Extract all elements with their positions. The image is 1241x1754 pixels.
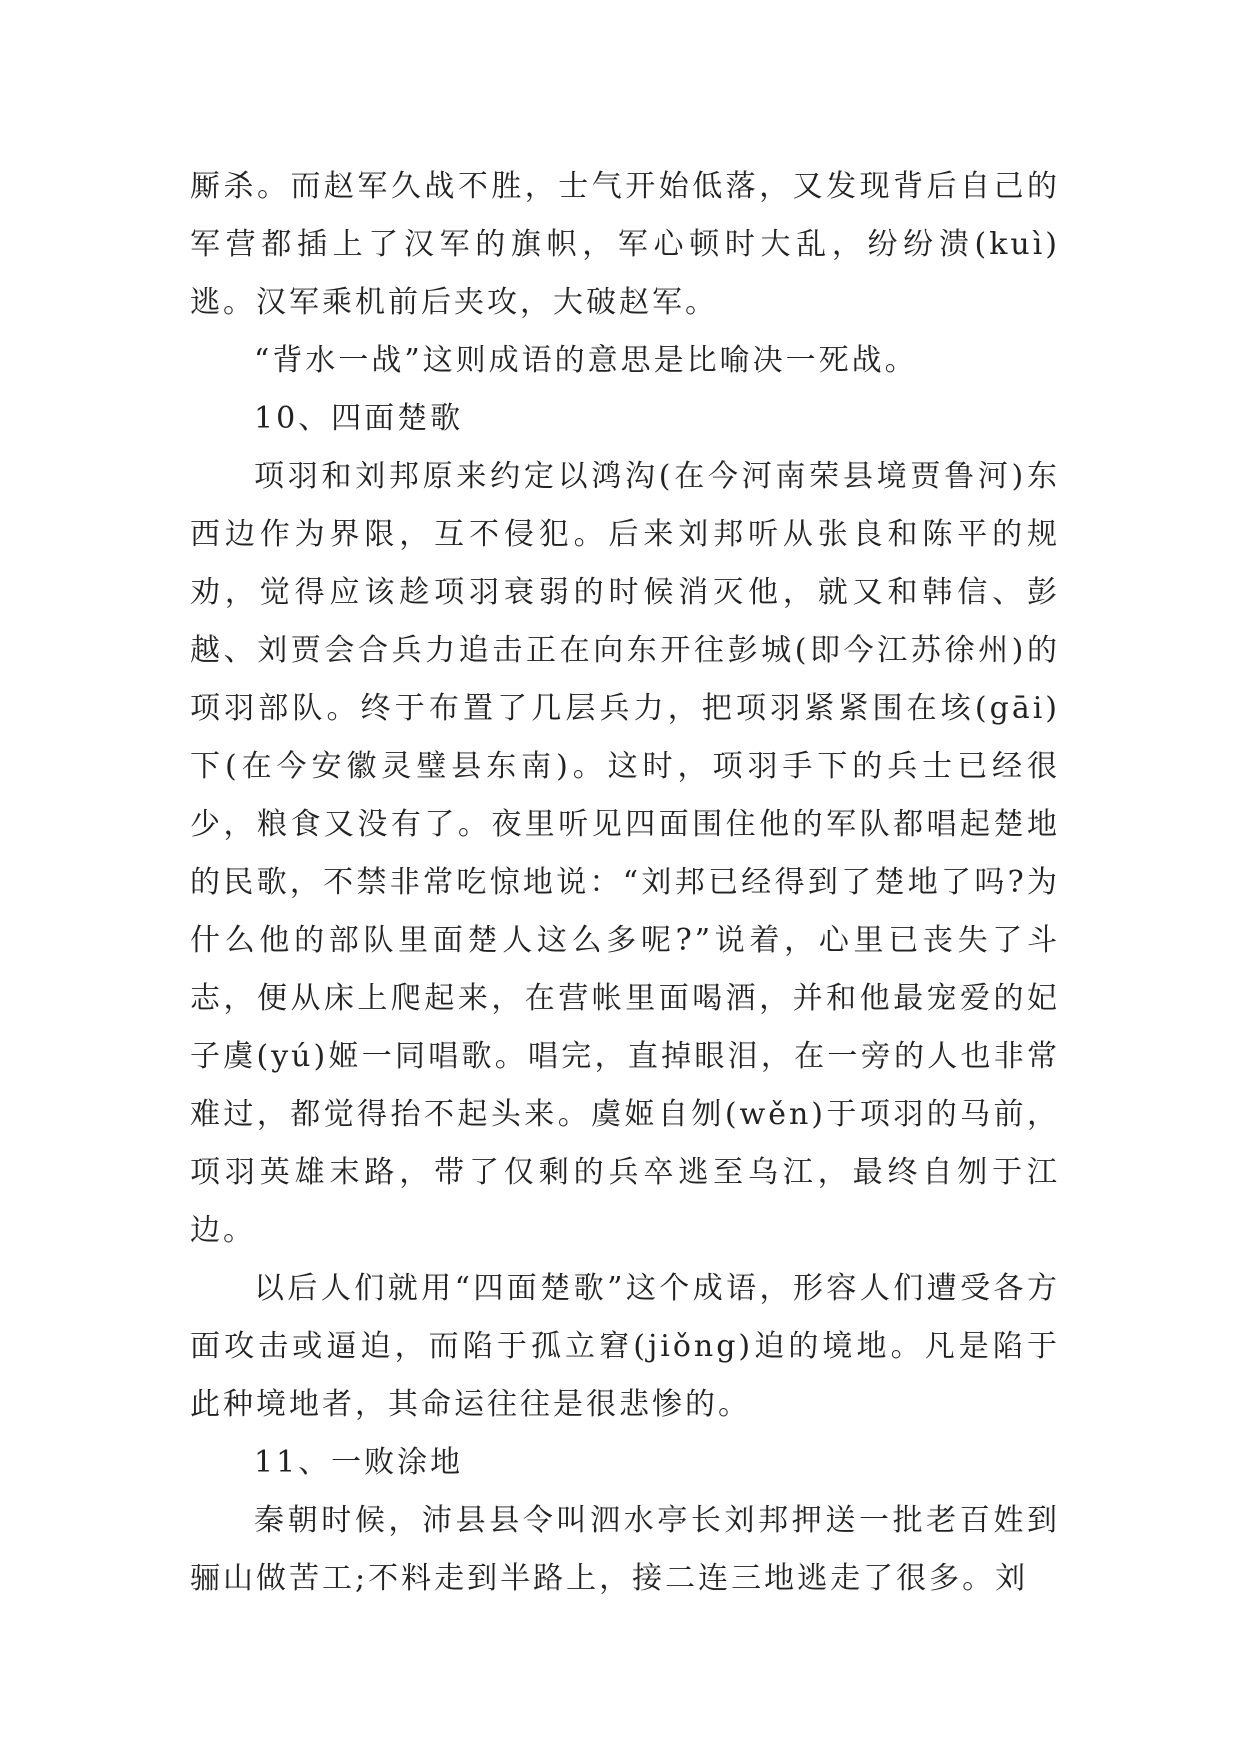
- paragraph-continuation: 厮杀。而赵军久战不胜，士气开始低落，又发现背后自己的军营都插上了汉军的旗帜，军心顿时大乱，纷纷溃(kuì)逃。汉军乘机前后夹攻，大破赵军。: [190, 169, 1060, 320]
- paragraph-idiom-usage: 以后人们就用“四面楚歌”这个成语，形容人们遭受各方面攻击或逼迫，而陷于孤立窘(jiǒng)迫的境地。凡是陷于此种境地者，其命运往往是很悲惨的。: [190, 1271, 1060, 1422]
- body-text: [190, 158, 1060, 1608]
- section-heading-11: 11、一败涂地: [254, 1445, 464, 1480]
- section-heading-10: 10、四面楚歌: [254, 401, 464, 436]
- paragraph-story-10: 项羽和刘邦原来约定以鸿沟(在今河南荣县境贾鲁河)东西边作为界限，互不侵犯。后来刘邦听从张良和陈平的规劝，觉得应该趁项羽衰弱的时候消灭他，就又和韩信、彭越、刘贾会合兵力追击正在向东开往彭城(即今江苏徐州)的项羽部队。终于布置了几层兵力，把项羽紧紧围在垓(gāi)下(在今安徽灵璧县东南)。这时，项羽手下的兵士已经很少，粮食又没有了。夜里听见四面围住他的军队都唱起楚地的民歌，不禁非常吃惊地说：“刘邦已经得到了楚地了吗?为什么他的部队里面楚人这么多呢?”说着，心里已丧失了斗志，便从床上爬起来，在营帐里面喝酒，并和他最宠爱的妃子虞(yú)姬一同唱歌。唱完，直掉眼泪，在一旁的人也非常难过，都觉得抬不起头来。虞姬自刎(wěn)于项羽的马前，项羽英雄末路，带了仅剩的兵卒逃至乌江，最终自刎于江边。: [190, 459, 1060, 1248]
- paragraph-story-11: 秦朝时候，沛县县令叫泗水亭长刘邦押送一批老百姓到骊山做苦工;不料走到半路上，接二连三地逃走了很多。刘: [190, 1503, 1060, 1596]
- paragraph-idiom-meaning: “背水一战”这则成语的意思是比喻决一死战。: [254, 343, 918, 378]
